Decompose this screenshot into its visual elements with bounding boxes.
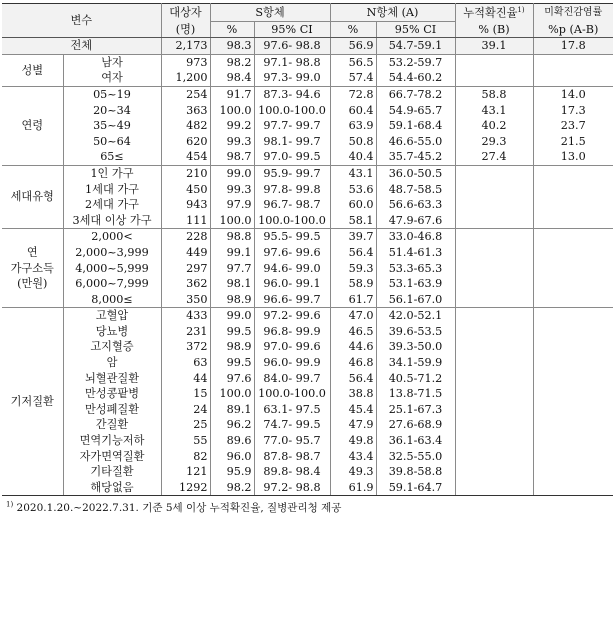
- cell-n: 25: [161, 417, 210, 433]
- cell-n: 362: [161, 276, 210, 292]
- cell-b: [455, 355, 533, 371]
- table-row: [2, 229, 613, 245]
- cell-n-pct: 43.4: [330, 448, 376, 464]
- cell-n-ci: 56.1-67.0: [376, 292, 455, 308]
- cell-s-ci: 100.0-100.0: [254, 102, 330, 118]
- seroprevalence-table: [2, 3, 613, 496]
- cell-n-ci: 54.4-60.2: [376, 70, 455, 86]
- row-label: 4,000~5,999: [63, 260, 161, 276]
- cell-n: 210: [161, 165, 210, 181]
- cell-ab: 17.3: [560, 103, 586, 117]
- header-pct-ab: %p (A-B): [533, 22, 613, 38]
- cell-ab: [533, 355, 613, 371]
- cell-s-pct: 99.5: [210, 324, 254, 340]
- cell-ab: [533, 197, 613, 213]
- table-row: [2, 118, 613, 134]
- cell-n: 121: [161, 464, 210, 480]
- cell-s-ci: 95.9- 99.7: [254, 165, 330, 181]
- table-row: [2, 448, 613, 464]
- cell-s-pct: 95.9: [210, 464, 254, 480]
- cell-s-pct: 97.6: [210, 370, 254, 386]
- group-category: 연령: [2, 86, 63, 165]
- cell-n-pct: 61.7: [330, 292, 376, 308]
- cell-b: [455, 386, 533, 402]
- cell-b: [455, 417, 533, 433]
- cell-n: 63: [161, 355, 210, 371]
- cell-s-ci: 97.0- 99.6: [254, 339, 330, 355]
- cell-n-pct: 53.6: [330, 181, 376, 197]
- row-label: 기타질환: [63, 464, 161, 480]
- cell-ab: [533, 417, 613, 433]
- cell-ab: [533, 402, 613, 418]
- cell-s-pct: 98.4: [210, 70, 254, 86]
- cell-s-pct: 99.3: [210, 134, 254, 150]
- group-category: 세대유형: [2, 165, 63, 228]
- cell-n: 454: [161, 149, 210, 165]
- cell-s-ci: 100.0-100.0: [254, 386, 330, 402]
- cell-n-ci: 54.9-65.7: [376, 102, 455, 118]
- cell-ab: 13.0: [533, 149, 613, 165]
- cell-n: 433: [161, 308, 210, 324]
- cell-s-pct: 99.3: [210, 181, 254, 197]
- cell-n-ci: 46.6-55.0: [376, 134, 455, 150]
- table-row: [2, 102, 613, 118]
- cell-n: 350: [161, 292, 210, 308]
- table-row: [2, 355, 613, 371]
- cell-b: [455, 245, 533, 261]
- row-label: 뇌혈관질환: [63, 370, 161, 386]
- cell-s-ci: 74.7- 99.5: [254, 417, 330, 433]
- cell-s-pct: 99.1: [210, 245, 254, 261]
- cell-s-ci: 96.8- 99.9: [254, 324, 330, 340]
- cell-n-ci: 53.3-65.3: [376, 260, 455, 276]
- cell-n-ci: 34.1-59.9: [376, 355, 455, 371]
- cell-ab: [533, 276, 613, 292]
- row-label: 05~19: [63, 86, 161, 102]
- cell-b: [455, 433, 533, 449]
- cell-n-pct: 45.4: [330, 402, 376, 418]
- cell-n-pct: 47.0: [330, 308, 376, 324]
- cell-s-ci: 96.7- 98.7: [254, 197, 330, 213]
- total-ab: 17.8: [533, 38, 613, 55]
- header-n-antibody: N항체 (A): [330, 4, 455, 22]
- table-row: [2, 370, 613, 386]
- cell-b: 58.8: [455, 86, 533, 102]
- cell-s-ci: 97.8- 99.8: [254, 181, 330, 197]
- cell-s-pct: 98.2: [210, 480, 254, 496]
- cell-s-ci: 89.8- 98.4: [254, 464, 330, 480]
- cell-n: 363: [161, 102, 210, 118]
- cell-s-ci: 100.0-100.0: [254, 213, 330, 229]
- table-row: [2, 134, 613, 150]
- cell-b: [455, 260, 533, 276]
- cell-n-pct: 63.9: [330, 118, 376, 134]
- cell-s-ci: 77.0- 95.7: [254, 433, 330, 449]
- row-label: 고지혈증: [63, 339, 161, 355]
- table-row: [2, 339, 613, 355]
- row-label: 당뇨병: [63, 324, 161, 340]
- cell-n-ci: 39.6-53.5: [376, 324, 455, 340]
- footnote-text: 2020.1.20.~2022.7.31. 기준 5세 이상 누적확진율, 질병관리청 제공: [16, 502, 342, 515]
- row-label: 여자: [63, 70, 161, 86]
- cell-b: [455, 339, 533, 355]
- cell-n-pct: 60.0: [330, 197, 376, 213]
- cell-n: 228: [161, 229, 210, 245]
- stats-table-container: [2, 0, 613, 515]
- cell-ab: [533, 339, 613, 355]
- cell-ab: [533, 308, 613, 324]
- cell-s-pct: 97.7: [210, 260, 254, 276]
- cell-n-ci: 36.0-50.5: [376, 165, 455, 181]
- table-row: [2, 276, 613, 292]
- cell-s-ci: 87.3- 94.6: [254, 86, 330, 102]
- cell-n-ci: 59.1-68.4: [376, 118, 455, 134]
- cell-n: 1,200: [161, 70, 210, 86]
- row-label: 만성폐질환: [63, 402, 161, 418]
- footnote-mark: 1): [6, 500, 14, 509]
- cell-n-ci: 56.6-63.3: [376, 197, 455, 213]
- cell-n-ci: 59.1-64.7: [376, 480, 455, 496]
- footnote: [2, 500, 613, 515]
- cell-ab: [533, 213, 613, 229]
- cell-b: [455, 229, 533, 245]
- total-s-ci: 97.6- 98.8: [254, 38, 330, 55]
- header-subjects-unit: (명): [161, 22, 210, 38]
- cell-n-pct: 57.4: [330, 70, 376, 86]
- cell-n: 44: [161, 370, 210, 386]
- cell-b: [455, 181, 533, 197]
- cell-s-ci: 97.0- 99.5: [254, 149, 330, 165]
- cell-s-ci: 94.6- 99.0: [254, 260, 330, 276]
- header-n-ci: 95% CI: [376, 22, 455, 38]
- cell-n-ci: 39.3-50.0: [376, 339, 455, 355]
- cell-b: 29.3: [455, 134, 533, 150]
- group-category: 성별: [2, 54, 63, 86]
- cell-s-pct: 100.0: [210, 102, 254, 118]
- header-s-pct: %: [210, 22, 254, 38]
- cell-s-pct: 100.0: [210, 213, 254, 229]
- cell-n-pct: 72.8: [330, 86, 376, 102]
- cell-s-pct: 96.2: [210, 417, 254, 433]
- row-label: 2,000~3,999: [63, 245, 161, 261]
- cell-n: 943: [161, 197, 210, 213]
- cell-b: [455, 213, 533, 229]
- cell-ab: [533, 433, 613, 449]
- cell-n-ci: 48.7-58.5: [376, 181, 455, 197]
- cell-n: 620: [161, 134, 210, 150]
- cell-b: [455, 464, 533, 480]
- cell-s-pct: 98.2: [210, 54, 254, 70]
- row-label: 3세대 이상 가구: [63, 213, 161, 229]
- table-row: [2, 165, 613, 181]
- header-subjects: 대상자: [161, 4, 210, 22]
- cell-n-pct: 46.5: [330, 324, 376, 340]
- table-row-total: [2, 38, 613, 55]
- cell-s-ci: 97.2- 98.8: [254, 480, 330, 496]
- cell-n: 450: [161, 181, 210, 197]
- cell-ab: [533, 386, 613, 402]
- cell-ab: [533, 448, 613, 464]
- header-cumulative-rate: 누적확진율$^{1)}$: [455, 4, 533, 22]
- total-s-pct: 98.3: [210, 38, 254, 55]
- header-s-ci: 95% CI: [254, 22, 330, 38]
- table-row: [2, 245, 613, 261]
- cell-n-pct: 58.9: [330, 276, 376, 292]
- cell-n-ci: 13.8-71.5: [376, 386, 455, 402]
- cell-s-ci: 97.6- 99.6: [254, 245, 330, 261]
- cell-n-pct: 58.1: [330, 213, 376, 229]
- cell-ab: [533, 324, 613, 340]
- table-header: [2, 4, 613, 38]
- cell-n-ci: 42.0-52.1: [376, 308, 455, 324]
- cell-n: 1292: [161, 480, 210, 496]
- cell-ab: [533, 165, 613, 181]
- total-label: 전체: [2, 38, 161, 55]
- table-row: [2, 260, 613, 276]
- table-row: [2, 149, 613, 165]
- cell-n-ci: 36.1-63.4: [376, 433, 455, 449]
- cell-b: [455, 402, 533, 418]
- cell-n-ci: 33.0-46.8: [376, 229, 455, 245]
- cell-n: 254: [161, 86, 210, 102]
- table-row: [2, 308, 613, 324]
- row-label: 만성콩팥병: [63, 386, 161, 402]
- total-n-pct: 56.9: [330, 38, 376, 55]
- cell-s-pct: 89.1: [210, 402, 254, 418]
- cell-n: 973: [161, 54, 210, 70]
- table-row: [2, 54, 613, 70]
- cell-ab: [533, 370, 613, 386]
- cell-s-ci: 97.2- 99.6: [254, 308, 330, 324]
- cell-n-pct: 39.7: [330, 229, 376, 245]
- cell-n-ci: 40.5-71.2: [376, 370, 455, 386]
- table-row: [2, 402, 613, 418]
- cell-ab: [533, 181, 613, 197]
- cell-n-ci: 53.2-59.7: [376, 54, 455, 70]
- cell-n-pct: 56.4: [330, 245, 376, 261]
- cell-n: 15: [161, 386, 210, 402]
- row-label: 해당없음: [63, 480, 161, 496]
- group-category: 연 가구소득 (만원): [2, 229, 63, 308]
- row-label: 1세대 가구: [63, 181, 161, 197]
- cell-b: [455, 54, 533, 70]
- total-b: 39.1: [455, 38, 533, 55]
- cell-s-pct: 99.2: [210, 118, 254, 134]
- cell-ab: [533, 245, 613, 261]
- table-row: [2, 292, 613, 308]
- cell-s-pct: 98.9: [210, 339, 254, 355]
- cell-ab: 14.0: [560, 87, 586, 101]
- table-row: [2, 213, 613, 229]
- cell-n: 482: [161, 118, 210, 134]
- cell-n-pct: 49.3: [330, 464, 376, 480]
- table-row: [2, 386, 613, 402]
- cell-ab: [533, 229, 613, 245]
- cell-n: 82: [161, 448, 210, 464]
- header-n-pct: %: [330, 22, 376, 38]
- cell-n-pct: 44.6: [330, 339, 376, 355]
- cell-s-ci: 97.7- 99.7: [254, 118, 330, 134]
- total-n: 2,173: [161, 38, 210, 55]
- cell-n-pct: 59.3: [330, 260, 376, 276]
- cell-b: [455, 480, 533, 496]
- cell-n: 372: [161, 339, 210, 355]
- table-row: [2, 197, 613, 213]
- cell-b: [455, 165, 533, 181]
- cell-s-ci: 84.0- 99.7: [254, 370, 330, 386]
- cell-s-pct: 96.0: [210, 448, 254, 464]
- cell-b: [455, 448, 533, 464]
- row-label: 간질환: [63, 417, 161, 433]
- cell-b: [455, 292, 533, 308]
- cell-b: [455, 70, 533, 86]
- cell-ab: [533, 54, 613, 70]
- cell-n-pct: 40.4: [330, 149, 376, 165]
- cell-n-pct: 56.4: [330, 370, 376, 386]
- cell-n-ci: 53.1-63.9: [376, 276, 455, 292]
- cell-n-pct: 46.8: [330, 355, 376, 371]
- cell-n-ci: 25.1-67.3: [376, 402, 455, 418]
- cell-s-pct: 98.1: [210, 276, 254, 292]
- cell-ab: [533, 480, 613, 496]
- cell-s-pct: 98.7: [210, 149, 254, 165]
- cell-n-pct: 38.8: [330, 386, 376, 402]
- cell-s-pct: 97.9: [210, 197, 254, 213]
- table-row: [2, 480, 613, 496]
- cell-n: 24: [161, 402, 210, 418]
- cell-b: [455, 276, 533, 292]
- cell-s-ci: 97.3- 99.0: [254, 70, 330, 86]
- row-label: 암: [63, 355, 161, 371]
- table-row: [2, 181, 613, 197]
- cell-n-pct: 61.9: [330, 480, 376, 496]
- cell-b: 43.1: [455, 102, 533, 118]
- row-label: 50~64: [63, 134, 161, 150]
- cell-n: 449: [161, 245, 210, 261]
- table-row: [2, 70, 613, 86]
- header-undiagnosed-rate: 미확진감염률: [533, 4, 613, 22]
- cell-s-ci: 87.8- 98.7: [254, 448, 330, 464]
- cell-b: [455, 324, 533, 340]
- cell-s-pct: 99.5: [210, 355, 254, 371]
- row-label: 2,000<: [63, 229, 161, 245]
- total-n-ci: 54.7-59.1: [376, 38, 455, 55]
- cell-b: 27.4: [455, 149, 533, 165]
- header-pct-b: % (B): [455, 22, 533, 38]
- row-label: 남자: [63, 54, 161, 70]
- cell-n-ci: 51.4-61.3: [376, 245, 455, 261]
- cell-s-pct: 100.0: [210, 386, 254, 402]
- cell-ab: 23.7: [560, 119, 586, 133]
- group-category: 기저질환: [2, 308, 63, 496]
- cell-n-ci: 47.9-67.6: [376, 213, 455, 229]
- cell-ab: [533, 260, 613, 276]
- cell-n-pct: 47.9: [330, 417, 376, 433]
- table-row: [2, 433, 613, 449]
- cell-b: 40.2: [455, 118, 533, 134]
- cell-s-pct: 91.7: [210, 86, 254, 102]
- cell-s-ci: 96.0- 99.1: [254, 276, 330, 292]
- header-variable: 변수: [2, 4, 161, 38]
- table-row: [2, 417, 613, 433]
- cell-n-pct: 60.4: [330, 102, 376, 118]
- row-label: 65≤: [63, 149, 161, 165]
- cell-n-pct: 50.8: [330, 134, 376, 150]
- row-label: 35~49: [63, 118, 161, 134]
- cell-s-pct: 99.0: [210, 165, 254, 181]
- cell-ab: [533, 70, 613, 86]
- cell-ab: 21.5: [560, 134, 586, 148]
- cell-n-ci: 39.8-58.8: [376, 464, 455, 480]
- cell-b: [455, 370, 533, 386]
- cell-n: 231: [161, 324, 210, 340]
- row-label: 2세대 가구: [63, 197, 161, 213]
- row-label: 20~34: [63, 102, 161, 118]
- cell-ab: [533, 292, 613, 308]
- header-s-antibody: S항체: [210, 4, 330, 22]
- cell-s-ci: 98.1- 99.7: [254, 134, 330, 150]
- cell-b: [455, 197, 533, 213]
- cell-s-ci: 96.6- 99.7: [254, 292, 330, 308]
- table-row: [2, 86, 613, 102]
- cell-n: 55: [161, 433, 210, 449]
- table-row: [2, 324, 613, 340]
- cell-s-ci: 63.1- 97.5: [254, 402, 330, 418]
- row-label: 8,000≤: [63, 292, 161, 308]
- table-row: [2, 464, 613, 480]
- cell-ab: [533, 464, 613, 480]
- row-label: 1인 가구: [63, 165, 161, 181]
- cell-s-ci: 96.0- 99.9: [254, 355, 330, 371]
- cell-n-ci: 35.7-45.2: [376, 149, 455, 165]
- cell-n-ci: 27.6-68.9: [376, 417, 455, 433]
- cell-n-pct: 43.1: [330, 165, 376, 181]
- cell-s-pct: 89.6: [210, 433, 254, 449]
- row-label: 6,000~7,999: [63, 276, 161, 292]
- cell-s-pct: 98.8: [210, 229, 254, 245]
- table-body: [2, 38, 613, 496]
- cell-n-ci: 32.5-55.0: [376, 448, 455, 464]
- cell-n: 111: [161, 213, 210, 229]
- cell-n-pct: 49.8: [330, 433, 376, 449]
- cell-b: [455, 308, 533, 324]
- row-label: 고혈압: [63, 308, 161, 324]
- cell-n: 297: [161, 260, 210, 276]
- cell-n-pct: 56.5: [330, 54, 376, 70]
- row-label: 면역기능저하: [63, 433, 161, 449]
- cell-n-ci: 66.7-78.2: [376, 86, 455, 102]
- cell-s-pct: 98.9: [210, 292, 254, 308]
- cell-s-pct: 99.0: [210, 308, 254, 324]
- cell-s-ci: 97.1- 98.8: [254, 54, 330, 70]
- cell-s-ci: 95.5- 99.5: [254, 229, 330, 245]
- row-label: 자가면역질환: [63, 448, 161, 464]
